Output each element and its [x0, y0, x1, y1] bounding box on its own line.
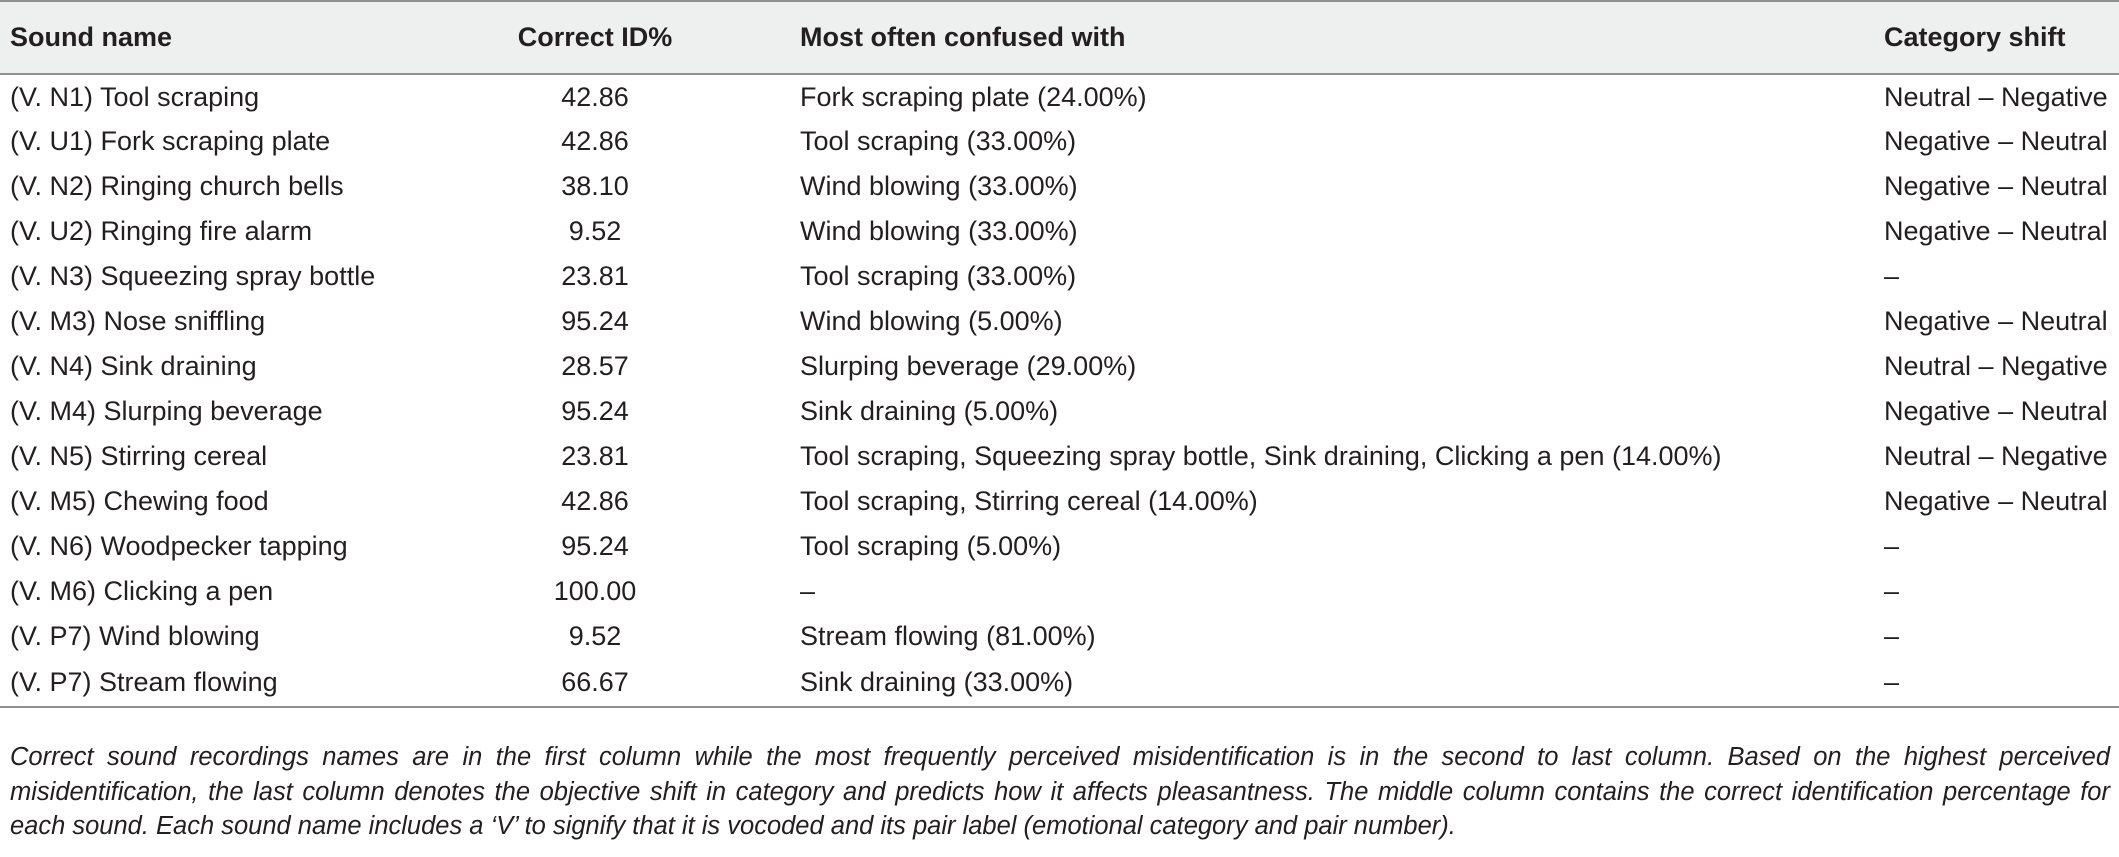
cell-confused-with: Tool scraping, Squeezing spray bottle, Sink draining, Clicking a pen (14.00%) — [800, 441, 1722, 471]
table-row — [0, 344, 2119, 389]
table-caption: Correct sound recordings names are in the first column while the most frequently perceived misidentification is in the second to last column. Based on the highest perceived misidentification, the last column denotes the objective shift in category and predicts how it affects pleasantness. The middle column contains the correct identification percentage for each sound. Each sound name includes a ‘V’ to signify that it is vocoded and its pair label (emotional category and pair number). — [10, 743, 2110, 840]
cell-correct-id: 28.57 — [561, 351, 629, 381]
cell-category-shift: Negative – Neutral — [1884, 306, 2108, 336]
cell-category-shift: – — [1884, 261, 1900, 291]
cell-sound-name: (V. P7) Stream flowing — [0, 659, 500, 707]
table-row — [0, 569, 2119, 614]
table-row — [0, 479, 2119, 524]
table-row — [0, 119, 2119, 164]
cell-correct-id: 9.52 — [568, 621, 622, 651]
cell-sound-name: (V. P7) Wind blowing — [10, 621, 260, 651]
cell-confused-with: Stream flowing (81.00%) — [800, 621, 1096, 651]
cell-confused-with: Wind blowing (33.00%) — [800, 216, 1078, 246]
cell-category-shift: Negative – Neutral — [1884, 396, 2108, 426]
cell-correct-id: 23.81 — [561, 261, 629, 291]
cell-sound-name: (V. N5) Stirring cereal — [10, 441, 268, 471]
cell-confused-with: – — [800, 576, 816, 606]
cell-sound-name: (V. M6) Clicking a pen — [10, 576, 274, 606]
cell-correct-id: 95.24 — [561, 531, 629, 561]
cell-category-shift: Neutral – Negative — [1884, 351, 2108, 381]
cell-sound-name: (V. U1) Fork scraping plate — [10, 126, 331, 156]
cell-correct-id: 66.67 — [500, 659, 800, 707]
cell-confused-with: Tool scraping (33.00%) — [800, 261, 1077, 291]
cell-sound-name: (V. N3) Squeezing spray bottle — [10, 261, 376, 291]
table-body — [0, 74, 2119, 707]
cell-confused-with: Sink draining (5.00%) — [800, 396, 1059, 426]
table-row — [0, 209, 2119, 254]
header-confused-with: Most often confused with — [800, 1, 1884, 74]
cell-category-shift: Negative – Neutral — [1884, 216, 2108, 246]
table-row — [0, 299, 2119, 344]
table-row — [0, 434, 2119, 479]
table-row — [0, 74, 2119, 119]
cell-category-shift: – — [1884, 576, 1900, 606]
cell-category-shift: Negative – Neutral — [1884, 171, 2108, 201]
cell-category-shift: – — [1884, 659, 2119, 707]
cell-correct-id: 42.86 — [561, 126, 629, 156]
cell-sound-name: (V. M5) Chewing food — [10, 486, 269, 516]
header-row — [0, 1, 2119, 74]
cell-correct-id: 42.86 — [561, 81, 629, 112]
cell-sound-name: (V. N4) Sink draining — [10, 351, 257, 381]
cell-correct-id: 100.00 — [553, 576, 637, 606]
cell-sound-name: (V. N2) Ringing church bells — [10, 171, 344, 201]
cell-sound-name: (V. U2) Ringing fire alarm — [10, 216, 313, 246]
cell-correct-id: 95.24 — [561, 306, 629, 336]
cell-category-shift: Neutral – Negative — [1884, 81, 2108, 112]
cell-sound-name: (V. M3) Nose sniffling — [10, 306, 266, 336]
cell-confused-with: Wind blowing (33.00%) — [800, 171, 1078, 201]
header-category-shift: Category shift — [1884, 1, 2119, 74]
cell-confused-with: Wind blowing (5.00%) — [800, 306, 1063, 336]
cell-sound-name: (V. M4) Slurping beverage — [10, 396, 323, 426]
table-header — [0, 1, 2119, 74]
cell-correct-id: 42.86 — [561, 486, 629, 516]
cell-category-shift: Neutral – Negative — [1884, 441, 2108, 471]
cell-confused-with: Fork scraping plate (24.00%) — [800, 81, 1147, 112]
table-row — [0, 614, 2119, 659]
table-row — [0, 524, 2119, 569]
cell-category-shift: Negative – Neutral — [1884, 486, 2108, 516]
cell-confused-with: Tool scraping (33.00%) — [800, 126, 1077, 156]
table-row — [0, 254, 2119, 299]
cell-correct-id: 38.10 — [561, 171, 629, 201]
cell-confused-with: Sink draining (33.00%) — [800, 659, 1884, 707]
cell-correct-id: 23.81 — [561, 441, 629, 471]
header-sound-name: Sound name — [0, 1, 500, 74]
cell-confused-with: Tool scraping (5.00%) — [800, 531, 1062, 561]
table-row — [0, 389, 2119, 434]
cell-category-shift: – — [1884, 621, 1900, 651]
table-row — [0, 659, 2119, 707]
cell-confused-with: Tool scraping, Stirring cereal (14.00%) — [800, 486, 1258, 516]
cell-correct-id: 9.52 — [568, 216, 622, 246]
table-row — [0, 164, 2119, 209]
cell-sound-name: (V. N1) Tool scraping — [10, 81, 260, 112]
cell-sound-name: (V. N6) Woodpecker tapping — [10, 531, 348, 561]
header-correct-id: Correct ID% — [500, 1, 800, 74]
cell-category-shift: Negative – Neutral — [1884, 126, 2108, 156]
cell-correct-id: 95.24 — [561, 396, 629, 426]
cell-confused-with: Slurping beverage (29.00%) — [800, 351, 1137, 381]
cell-category-shift: – — [1884, 531, 1900, 561]
